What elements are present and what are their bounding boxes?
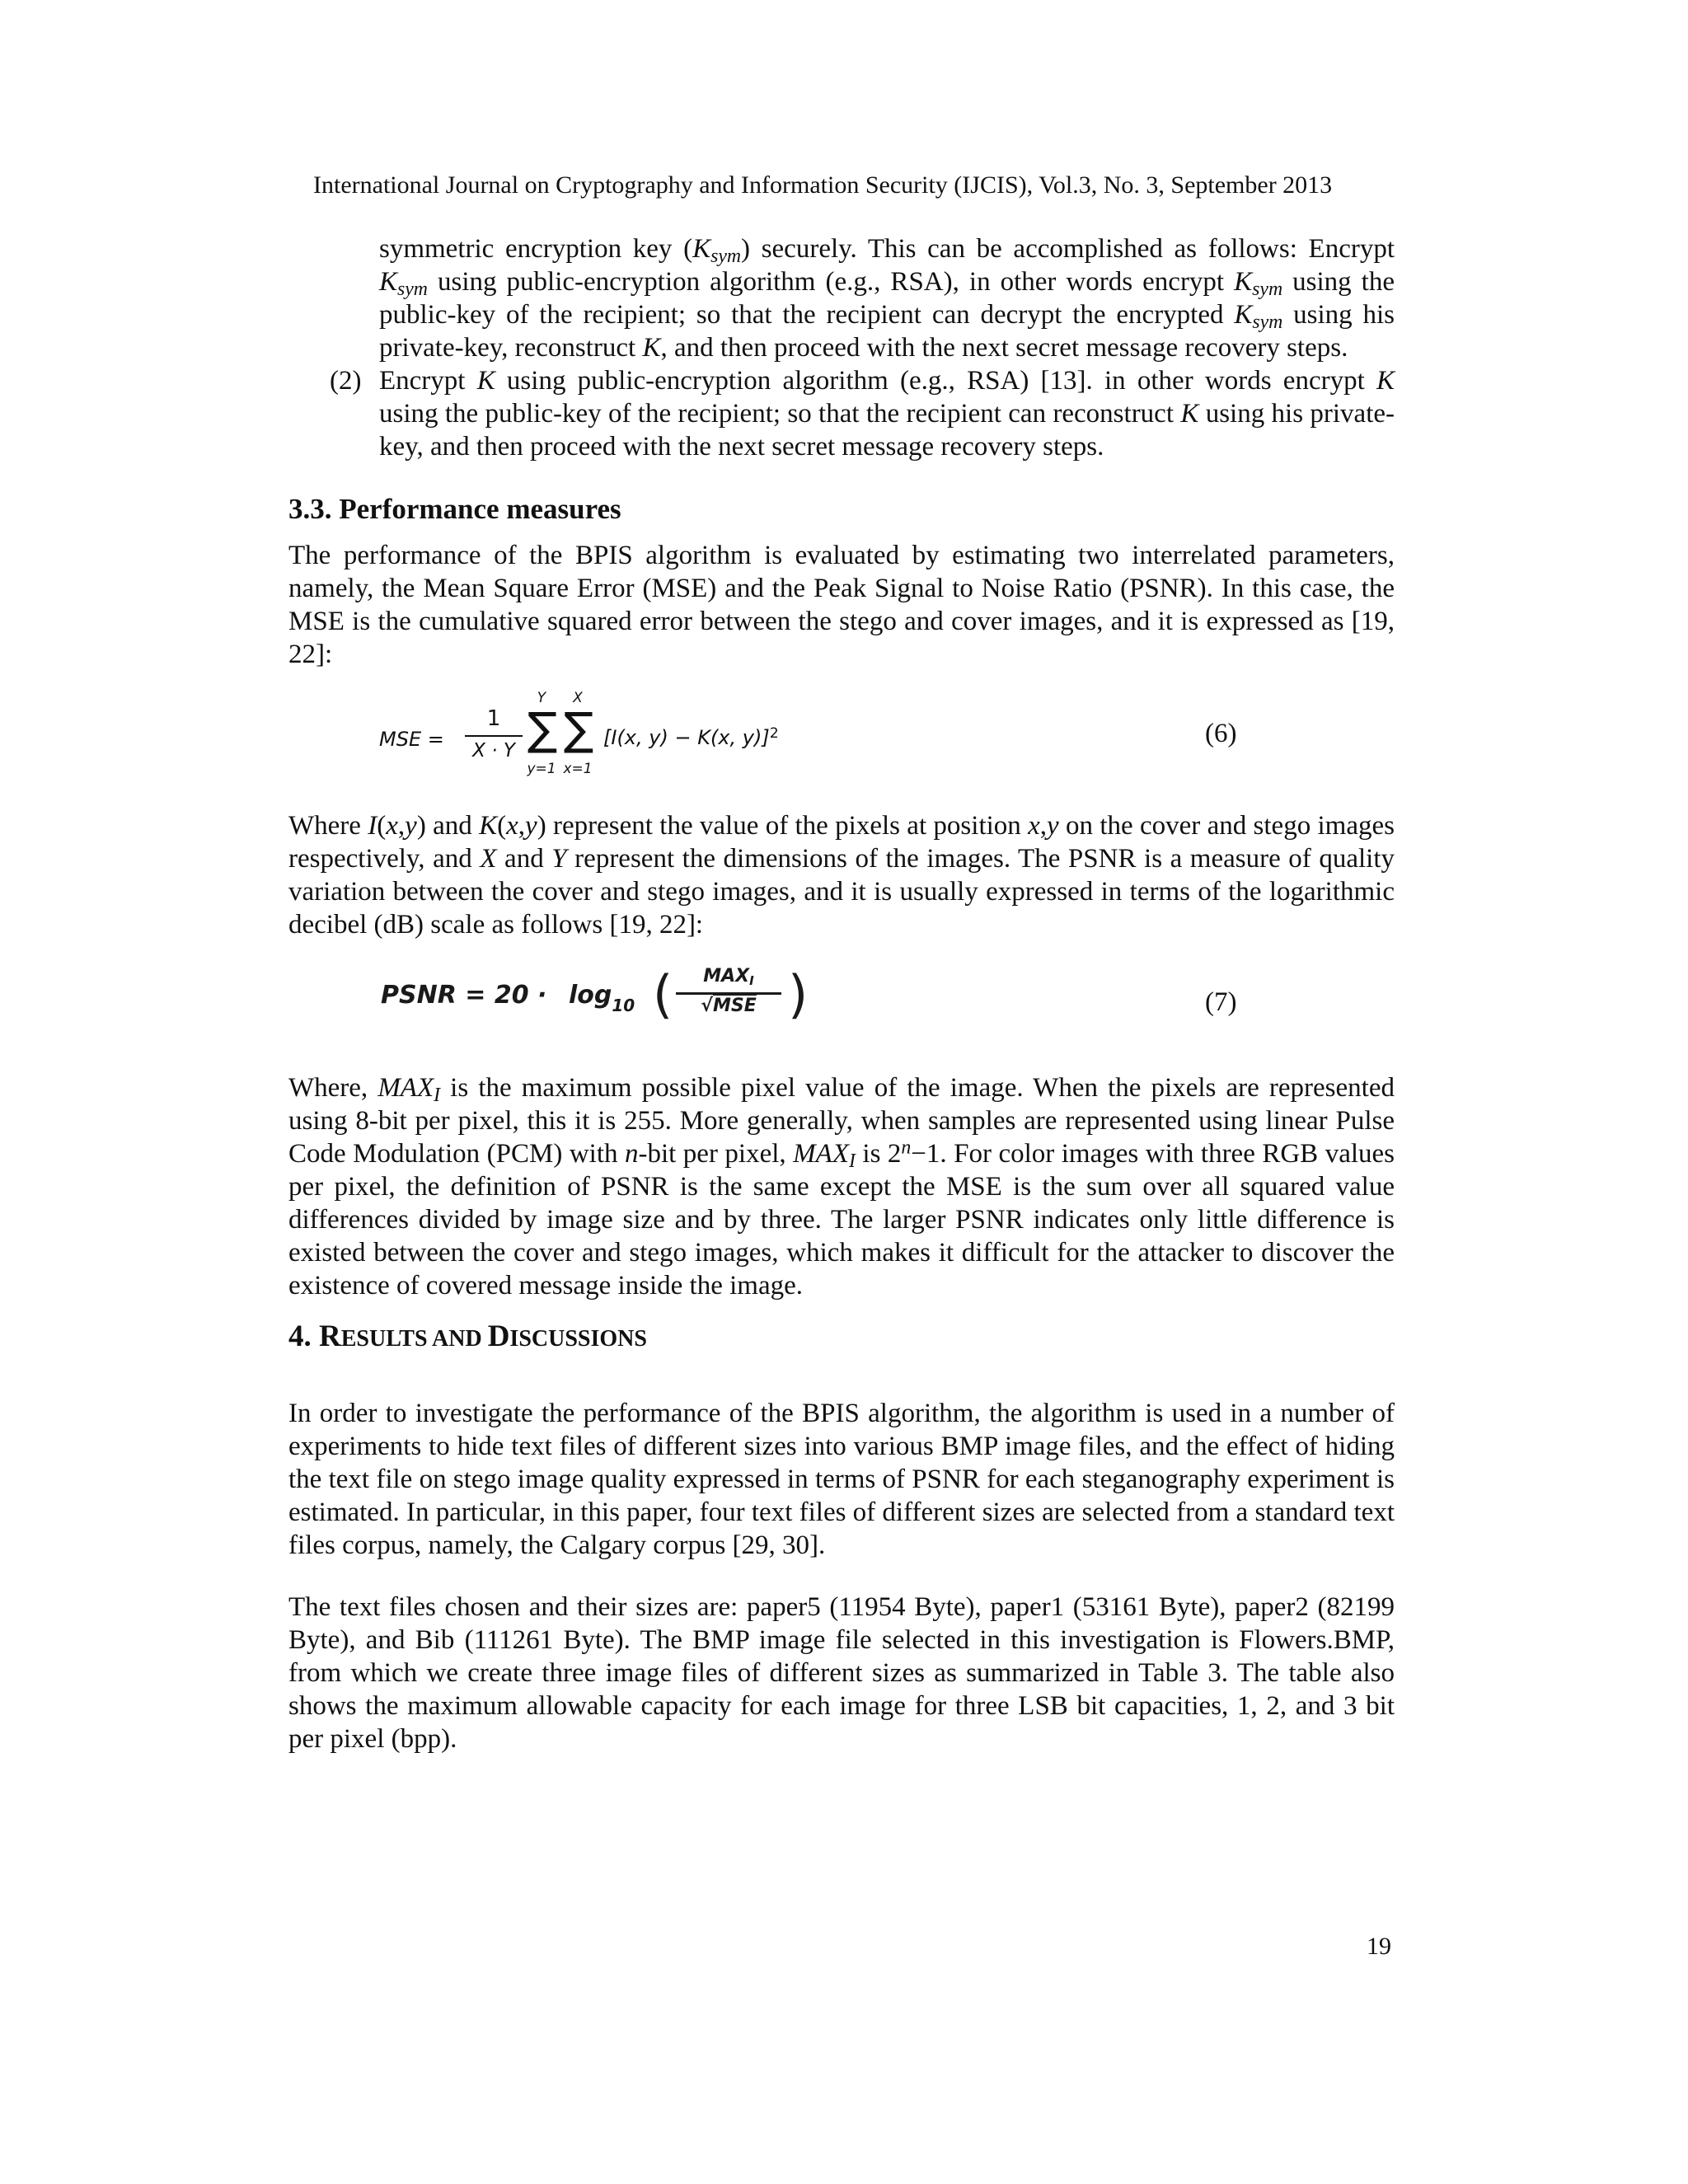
left-paren-icon: ( — [653, 964, 673, 1024]
eq-mse-fraction-bar — [465, 735, 523, 737]
eq-psnr-log: $\log_{10}$ — [569, 981, 635, 1015]
equation-psnr — [381, 964, 809, 1035]
equation-mse — [379, 690, 841, 787]
running-header: International Journal on Cryptography and Information Security (IJCIS), Vol.3, No. 3, September 2013 — [313, 171, 1333, 199]
eq-mse-denominator: X · Y — [472, 740, 515, 762]
right-paren-icon: ) — [788, 964, 809, 1024]
eq-psnr-numerator: $MAX_I$ — [703, 966, 754, 988]
section-heading: 3.3. Performance measures — [288, 493, 621, 525]
sigma-icon: ∑ — [564, 703, 594, 755]
paragraph-results-intro: In order to investigate the performance of the BPIS algorithm, the algorithm is used in a number of experiments to hide text files of different sizes into various BMP image files, and the effect of hiding the text file on stego image quality expressed in terms of PSNR for each steganography experiment is estimated. In particular, in this paper, four text files of different sizes are selected from a standard text files corpus, namely, the Calgary corpus [29, 30]. — [288, 1399, 1395, 1560]
paragraph-mse-intro: The performance of the BPIS algorithm is evaluated by estimating two interrelated parameters, namely, the Mean Square Error (MSE) and the Peak Signal to Noise Ratio (PSNR). In this case, the MSE is the cumulative squared error between the stego and cover images, and it is expressed as [19, 22]: — [288, 541, 1395, 669]
page-number: 19 — [1367, 1933, 1391, 1960]
sqrt-icon: √ — [701, 996, 713, 1016]
eq-mse-sum2-bottom: x=1 — [563, 761, 593, 777]
paragraph-max-definition: Where, $MAX_I$ is the maximum possible pixel value of the image. When the pixels are represented using 8-bit per pixel, this it is 255. More generally, when samples are represented using linear Pulse Code Modulation (PCM) with n-bit per pixel, $MAX_I$ is $2^n-1$. For color images with three RGB values per pixel, the definition of PSNR is the same except the MSE is the sum over all squared value differences divided by image size and by three. The larger PSNR indicates only little difference is existed between the cover and stego images, which makes it difficult for the attacker to discover the existence of covered message inside the image. — [288, 1073, 1395, 1301]
equation-number: (7) — [1205, 987, 1237, 1017]
eq-mse-sum2-top: X — [573, 690, 583, 706]
list-item-number: (2) — [330, 366, 362, 396]
equation-number: (6) — [1205, 719, 1237, 748]
eq-psnr-denominator: √MSE — [701, 996, 757, 1016]
eq-mse-sum1-top: Y — [537, 690, 546, 706]
eq-mse-numerator: 1 — [486, 706, 501, 731]
eq-mse-lhs: MSE = — [379, 728, 444, 751]
sigma-icon: ∑ — [528, 703, 558, 755]
eq-mse-body: [I(x, y) − K(x, y)]$^2$ — [603, 725, 779, 749]
paragraph-variables: Where I(x,y) and K(x,y) represent the value of the pixels at position x,y on the cover and stego images respectively, and X and Y represent the dimensions of the images. The PSNR is a measure of quality variation between the cover and stego images, and it is usually expressed in terms of the logarithmic decibel (dB) scale as follows [19, 22]: — [288, 811, 1395, 940]
chapter-heading: 4. RESULTS AND DISCUSSIONS — [288, 1319, 647, 1353]
eq-psnr-lhs: PSNR = 20 · — [381, 981, 547, 1010]
paragraph-text-files: The text files chosen and their sizes are: paper5 (11954 Byte), paper1 (53161 Byte), paper2 (82199 Byte), and Bib (111261 Byte). The BMP image file selected in this investigation is Flowers.BMP, from which we create three image files of different sizes as summarized in Table 3. The table also shows the maximum allowable capacity for each image for three LSB bit capacities, 1, 2, and 3 bit per pixel (bpp). — [288, 1592, 1395, 1754]
eq-mse-sum1-bottom: y=1 — [527, 761, 556, 777]
list-item-1-continuation: symmetric encryption key $(K_{sym})$ securely. This can be accomplished as follows: Encrypt $K_{sym}$ using public-encryption algorithm (e.g., RSA), in other words encrypt $K_{sym}$ using the public-key of the recipient; so that the recipient can decrypt the encrypted $K_{sym}$ using his private-key, reconstruct K, and then proceed with the next secret message recovery steps. — [379, 234, 1395, 363]
list-item-text: Encrypt K using public-encryption algorithm (e.g., RSA) [13]. in other words encrypt K using the public-key of the recipient; so that the recipient can reconstruct K using his private-key, and then proceed with the next secret message recovery steps. — [379, 366, 1395, 462]
list-item-2 — [330, 364, 1395, 463]
